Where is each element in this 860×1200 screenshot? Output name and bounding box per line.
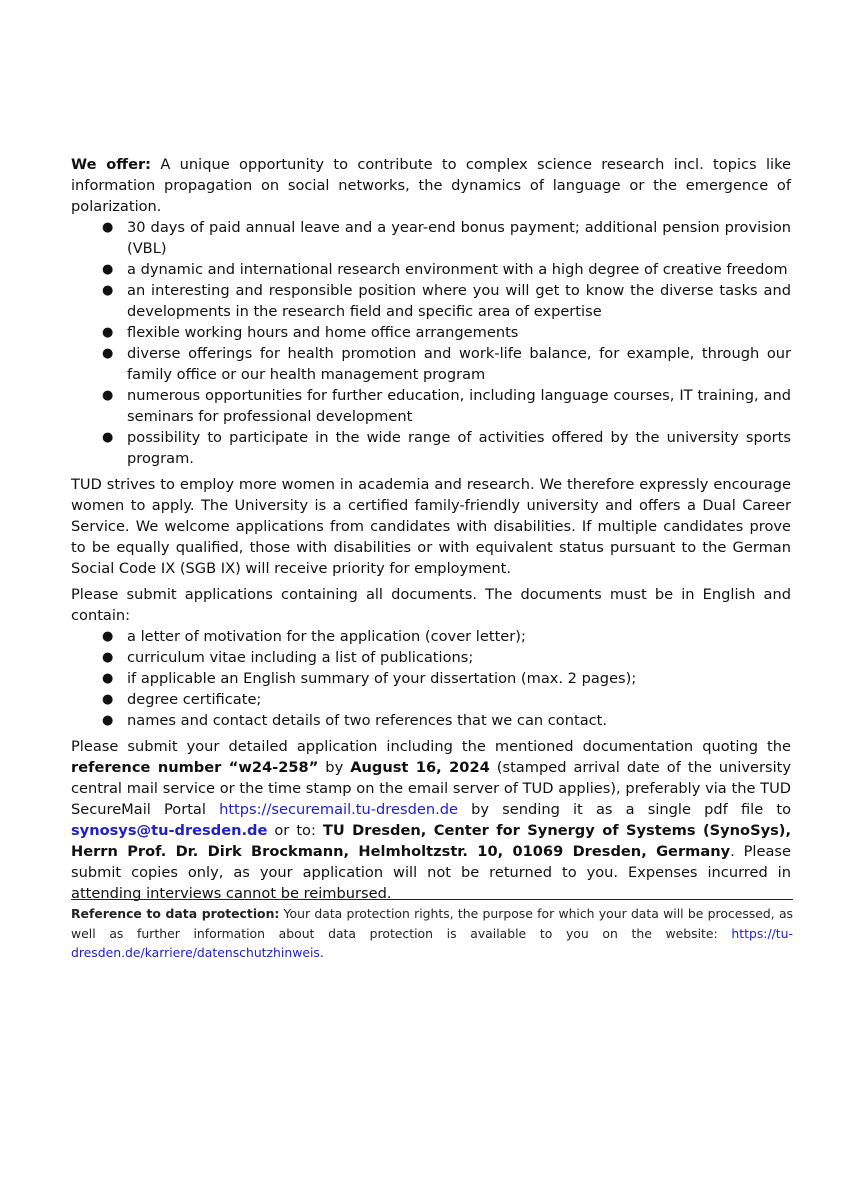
documents-list [71,626,791,731]
bullet-icon: ● [102,283,114,298]
postal-address: TU Dresden, Center for Synergy of Systems (SynoSys), Herrn Prof. Dr. Dirk Brockmann, Helmholtzstr. 10, 01069 Dresden, Germany [71,822,791,860]
list-item: ● a dynamic and international research environment with a high degree of creative freedom [102,261,788,278]
application-email-link[interactable]: synosys@tu-dresden.de [71,822,268,839]
bullet-icon: ● [102,692,114,707]
diversity-paragraph: TUD strives to employ more women in academia and research. We therefore expressly encourage women to apply. The University is a certified family-friendly university and offers a Dual Career Service. We welcome applications from candidates with disabilities. If multiple candidates prove to be equally qualified, those with disabilities or with equivalent status pursuant to the German Social Code IX (SGB IX) will receive priority for employment. [71,476,791,577]
bullet-icon: ● [102,346,114,361]
bullet-icon: ● [102,713,114,728]
job-posting-body [71,154,791,904]
offer-label: We offer: [71,156,152,173]
list-item: ● an interesting and responsible position where you will get to know the diverse tasks and developments in the research field and specific area of expertise [102,282,791,320]
list-item: ● curriculum vitae including a list of publications; [102,649,474,666]
data-protection-link[interactable]: https://tu-dresden.de/karriere/datenschutzhinweis [71,925,793,960]
list-item: ● possibility to participate in the wide range of activities offered by the university sports program. [102,429,791,467]
list-item: ● names and contact details of two references that we can contact. [102,712,608,729]
bullet-icon: ● [102,629,114,644]
bullet-icon: ● [102,430,114,445]
data-protection-footnote: Reference to data protection: Your data protection rights, the purpose for which your data will be processed, as well as further information about data protection is available to you on the website: https://tu-dresden.de/karriere/datenschutzhinweis. [71,899,793,963]
bullet-icon: ● [102,671,114,686]
list-item: ● numerous opportunities for further education, including language courses, IT training, and seminars for professional development [102,387,791,425]
application-paragraph: Please submit your detailed application including the mentioned documentation quoting the reference number “w24-258” by August 16, 2024 (stamped arrival date of the university central mail service or the time stamp on the email server of TUD applies), preferably via the TUD SecureMail Portal https://securemail.tu-dresden.de by sending it as a single pdf file to synosys@tu-dresden.de or to: TU Dresden, Center for Synergy of Systems (SynoSys), Herrn Prof. Dr. Dirk Brockmann, Helmholtzstr. 10, 01069 Dresden, Germany. Please submit copies only, as your application will not be returned to you. Expenses incurred in attending interviews cannot be reimbursed. [71,738,791,902]
reference-number: reference number “w24-258” [71,759,319,776]
list-item: ● degree certificate; [102,691,262,708]
data-protection-label: Reference to data protection: [71,906,280,921]
offer-paragraph [71,154,791,217]
bullet-icon: ● [102,220,114,235]
offer-intro: A unique opportunity to contribute to complex science research incl. topics like information propagation on social networks, the dynamics of language or the emergence of polarization. [71,156,791,215]
list-item: ● 30 days of paid annual leave and a year-end bonus payment; additional pension provision (VBL) [102,219,791,257]
bullet-icon: ● [102,262,114,277]
deadline-date: August 16, 2024 [350,759,490,776]
securemail-portal-link[interactable]: https://securemail.tu-dresden.de [219,801,458,818]
bullet-icon: ● [102,388,114,403]
benefits-list [71,217,791,469]
list-item: ● diverse offerings for health promotion and work-life balance, for example, through our family office or our health management program [102,345,791,383]
documents-intro: Please submit applications containing all documents. The documents must be in English and contain: [71,586,791,624]
list-item: ● a letter of motivation for the application (cover letter); [102,628,526,645]
bullet-icon: ● [102,650,114,665]
list-item: ● if applicable an English summary of your dissertation (max. 2 pages); [102,670,637,687]
list-item: ● flexible working hours and home office arrangements [102,324,519,341]
bullet-icon: ● [102,325,114,340]
